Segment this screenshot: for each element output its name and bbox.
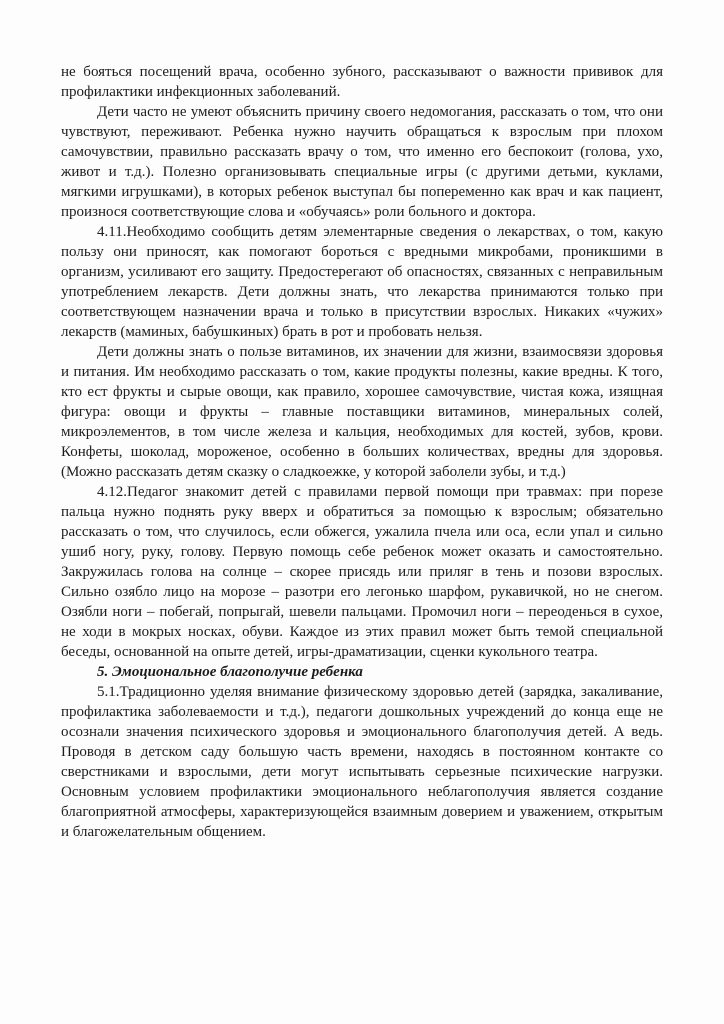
paragraph-continuation: не бояться посещений врача, особенно зубного, рассказывают о важности прививок для профилактики инфекционных заболеваний. [61,64,663,100]
paragraph-4-12-first-aid: 4.12.Педагог знакомит детей с правилами первой помощи при травмах: при порезе пальца нужно поднять руку вверх и обратиться за помощью к взрослым; обязательно рассказать о том, что случилось, если обжегся, ужалила пчела или оса, если упал и сильно ушиб ногу, руку, голову. Первую помощь себе ребенок может оказать и самостоятельно. Закружилась голова на солнце – скорее присядь или приляг в тень и позови взрослых. Сильно озябло лицо на морозе – разотри его легонько шарфом, рукавичкой, но не снегом. Озябли ноги – побегай, попрыгай, шевели пальцами. Промочил ноги – переоденься в сухое, не ходи в мокрых носках, обуви. Каждое из этих правил может быть темой специальной беседы, основанной на опыте детей, игры-драматизации, сценки кукольного театра. [61,484,663,660]
paragraph-children-explain-ailment: Дети часто не умеют объяснить причину своего недомогания, рассказать о том, что они чувствуют, переживают. Ребенка нужно научить обращаться к взрослым при плохом самочувствии, правильно рассказать врачу о том, что именно его беспокоит (голова, ухо, живот и т.д.). Полезно организовывать специальные игры (с другими детьми, куклами, мягкими игрушками), в которых ребенок выступал бы попеременно как врач и как пациент, произнося соответствующие слова и «обучаясь» роли больного и доктора. [61,104,663,220]
section-heading-emotional-wellbeing: 5. Эмоциональное благополучие ребенка [97,664,363,680]
paragraph-4-11-medicines: 4.11.Необходимо сообщить детям элементарные сведения о лекарствах, о том, какую пользу они приносят, как помогают бороться с вредными микробами, проникшими в организм, усиливают его защиту. Предостерегают об опасностях, связанных с неправильным употреблением лекарств. Дети должны знать, что лекарства принимаются только при соответствующем назначении врача и только в присутствии взрослых. Никаких «чужих» лекарств (маминых, бабушкиных) брать в рот и пробовать нельзя. [61,224,663,340]
paragraph-vitamins-nutrition: Дети должны знать о пользе витаминов, их значении для жизни, взаимосвязи здоровья и питания. Им необходимо рассказать о том, какие продукты полезны, какие вредны. К того, кто ест фрукты и сырые овощи, как правило, хорошее самочувствие, чистая кожа, изящная фигура: овощи и фрукты – главные поставщики витаминов, минеральных солей, микроэлементов, в том числе железа и кальция, необходимых для костей, зубов, крови. Конфеты, шоколад, мороженое, особенно в больших количествах, вредны для здоровья. (Можно рассказать детям сказку о сладкоежке, у которой заболели зубы, и т.д.) [61,344,663,480]
paragraph-5-1-emotional-health: 5.1.Традиционно уделяя внимание физическому здоровью детей (зарядка, закаливание, профилактика заболеваемости и т.д.), педагоги дошкольных учреждений до конца еще не осознали значения психического здоровья и эмоционального благополучия детей. А ведь. Проводя в детском саду большую часть времени, находясь в постоянном контакте со сверстниками и взрослыми, дети могут испытывать серьезные психические нагрузки. Основным условием профилактики эмоционального неблагополучия является создание благоприятной атмосферы, характеризующейся взаимным доверием и уважением, открытым и благожелательным общением. [61,684,663,840]
